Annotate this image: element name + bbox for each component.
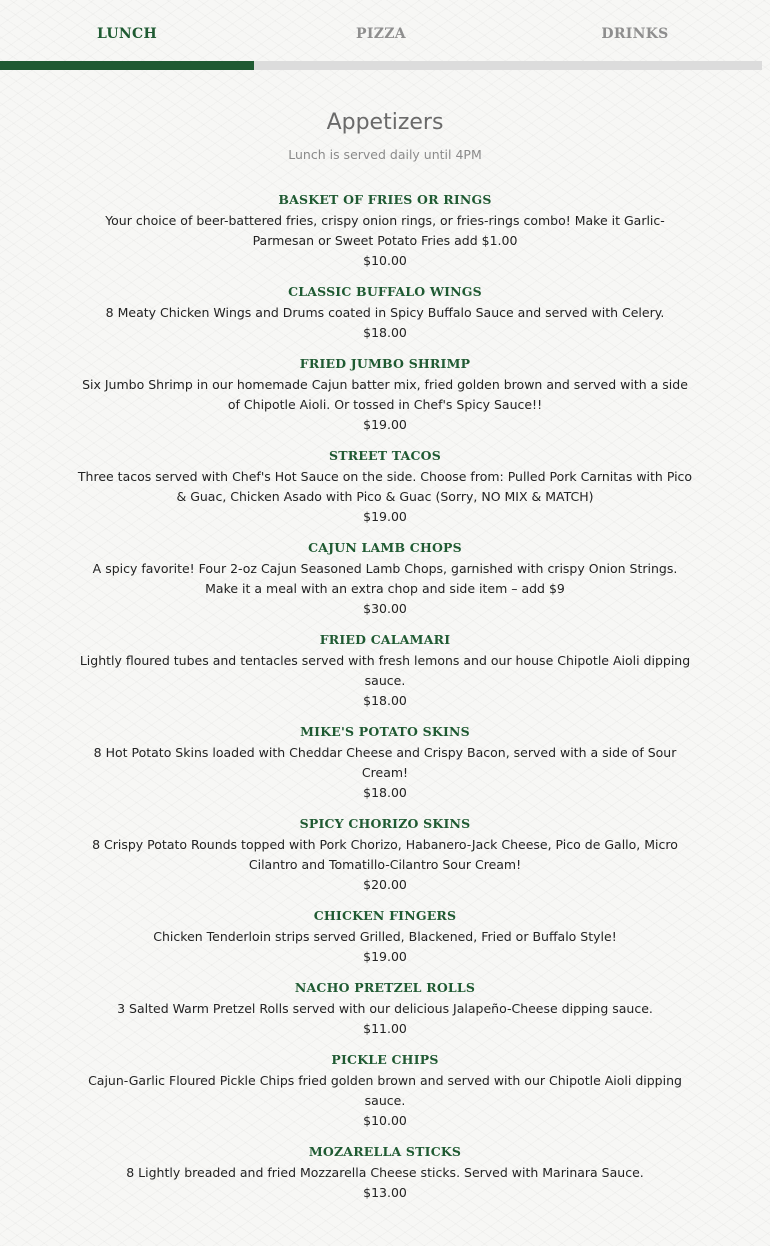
- menu-item: [75, 1144, 695, 1203]
- menu-item-price: $13.00: [363, 1185, 407, 1200]
- menu-item: [75, 192, 695, 271]
- menu-item-description: 8 Lightly breaded and fried Mozzarella Cheese sticks. Served with Marinara Sauce.: [126, 1165, 644, 1180]
- menu-item: [75, 356, 695, 435]
- menu-item-price: $18.00: [363, 693, 407, 708]
- menu-item: [75, 284, 695, 343]
- menu-item-price: $20.00: [363, 877, 407, 892]
- menu-item: [75, 1052, 695, 1131]
- menu-item-price: $10.00: [363, 1113, 407, 1128]
- menu-item: [75, 980, 695, 1039]
- menu-item-description: Six Jumbo Shrimp in our homemade Cajun batter mix, fried golden brown and served with a side of Chipotle Aioli. Or tossed in Chef's Spicy Sauce!!: [82, 377, 688, 412]
- menu-item-description: 8 Hot Potato Skins loaded with Cheddar Cheese and Crispy Bacon, served with a side of Sour Cream!: [93, 745, 677, 780]
- menu-item-name: FRIED JUMBO SHRIMP: [299, 356, 471, 371]
- menu-item-name: MIKE'S POTATO SKINS: [300, 724, 470, 739]
- menu-item-price: $19.00: [363, 417, 407, 432]
- menu-item-price: $30.00: [363, 601, 407, 616]
- menu-item-name: BASKET OF FRIES OR RINGS: [278, 192, 492, 207]
- menu-item-price: $19.00: [363, 949, 407, 964]
- menu-tabs: [0, 0, 762, 70]
- menu-item-description: Your choice of beer-battered fries, crispy onion rings, or fries-rings combo! Make it Garlic-Parmesan or Sweet Potato Fries add $1.00: [105, 213, 665, 248]
- menu-item-price: $19.00: [363, 509, 407, 524]
- menu-item-name: CLASSIC BUFFALO WINGS: [288, 284, 482, 299]
- menu-item-price: $18.00: [363, 325, 407, 340]
- section-title: Appetizers: [326, 110, 444, 135]
- menu-item-description: A spicy favorite! Four 2-oz Cajun Seasoned Lamb Chops, garnished with crispy Onion Strings. Make it a meal with an extra chop and side item – add $9: [92, 561, 678, 596]
- menu-item: [75, 448, 695, 527]
- menu-item-name: CHICKEN FINGERS: [313, 908, 457, 923]
- menu-item-price: $18.00: [363, 785, 407, 800]
- menu-item-description: 8 Crispy Potato Rounds topped with Pork Chorizo, Habanero-Jack Cheese, Pico de Gallo, Micro Cilantro and Tomatillo-Cilantro Sour Cream!: [92, 837, 678, 872]
- menu-item-name: FRIED CALAMARI: [319, 632, 451, 647]
- menu-item-description: 3 Salted Warm Pretzel Rolls served with our delicious Jalapeño-Cheese dipping sauce.: [117, 1001, 653, 1016]
- menu-items-list: [75, 192, 695, 1203]
- menu-item: [75, 908, 695, 967]
- menu-item-name: NACHO PRETZEL ROLLS: [294, 980, 476, 995]
- menu-item-description: Chicken Tenderloin strips served Grilled, Blackened, Fried or Buffalo Style!: [153, 929, 617, 944]
- menu-item-price: $11.00: [363, 1021, 407, 1036]
- tab-progress-track: [0, 61, 762, 70]
- menu-item-name: CAJUN LAMB CHOPS: [308, 540, 462, 555]
- menu-item-name: PICKLE CHIPS: [331, 1052, 439, 1067]
- menu-item-name: STREET TACOS: [328, 448, 441, 463]
- tab-active-indicator: [0, 61, 254, 70]
- menu-item-price: $10.00: [363, 253, 407, 268]
- tab-drinks[interactable]: DRINKS: [601, 26, 669, 42]
- menu-item-description: 8 Meaty Chicken Wings and Drums coated in Spicy Buffalo Sauce and served with Celery.: [105, 305, 665, 320]
- menu-item: [75, 632, 695, 711]
- menu-item-description: Lightly floured tubes and tentacles served with fresh lemons and our house Chipotle Aioli dipping sauce.: [79, 653, 691, 688]
- menu-item-name: MOZARELLA STICKS: [308, 1144, 462, 1159]
- menu-item-name: SPICY CHORIZO SKINS: [299, 816, 471, 831]
- tab-lunch[interactable]: LUNCH: [97, 26, 157, 42]
- menu-item: [75, 724, 695, 803]
- menu-item-description: Three tacos served with Chef's Hot Sauce on the side. Choose from: Pulled Pork Carnitas with Pico & Guac, Chicken Asado with Pico & Guac (Sorry, NO MIX & MATCH): [77, 469, 693, 504]
- tab-pizza[interactable]: PIZZA: [356, 26, 406, 42]
- menu-item: [75, 816, 695, 895]
- menu-item-description: Cajun-Garlic Floured Pickle Chips fried golden brown and served with our Chipotle Aioli dipping sauce.: [88, 1073, 682, 1108]
- section-subtitle: Lunch is served daily until 4PM: [288, 147, 482, 162]
- menu-item: [75, 540, 695, 619]
